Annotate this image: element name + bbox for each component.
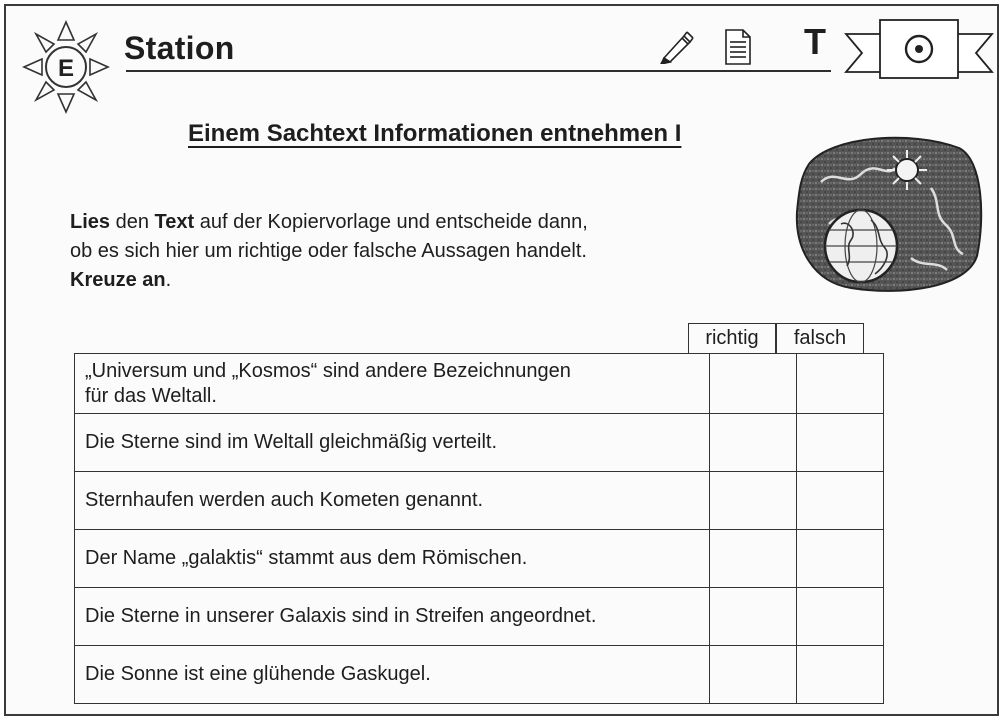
statement-text: Die Sterne in unserer Galaxis sind in Streifen angeordnet. xyxy=(75,588,710,646)
statement-line: „Universum und „Kosmos“ sind andere Bezeichnungen xyxy=(85,359,571,382)
space-illustration xyxy=(791,128,985,296)
checkbox-falsch[interactable] xyxy=(797,414,884,472)
checkbox-falsch[interactable] xyxy=(797,472,884,530)
checkbox-richtig[interactable] xyxy=(710,646,797,704)
globe-icon xyxy=(825,210,897,282)
sun-icon xyxy=(887,150,927,190)
statement-text: Der Name „galaktis“ stammt aus dem Römischen. xyxy=(75,530,710,588)
checkbox-richtig[interactable] xyxy=(710,472,797,530)
checkbox-richtig[interactable] xyxy=(710,414,797,472)
badge-letter: E xyxy=(57,55,75,82)
checkbox-falsch[interactable] xyxy=(797,646,884,704)
instruction-bold-kreuze: Kreuze an xyxy=(70,269,166,291)
checkbox-richtig[interactable] xyxy=(710,354,797,414)
statement-line: für das Weltall. xyxy=(85,384,217,407)
title-divider xyxy=(126,70,831,72)
table-row xyxy=(75,530,884,588)
column-header-richtig: richtig xyxy=(688,323,776,353)
sun-badge-icon xyxy=(20,16,112,118)
target-ribbon-icon xyxy=(844,16,994,88)
checkbox-richtig[interactable] xyxy=(710,530,797,588)
table-row xyxy=(75,588,884,646)
statement-text xyxy=(75,354,710,414)
instruction-line-3 xyxy=(70,266,750,295)
table-row xyxy=(75,646,884,704)
instruction-line-1 xyxy=(70,208,750,237)
instruction-line-2: ob es sich hier um richtige oder falsche Aussagen handelt. xyxy=(70,240,587,262)
statement-table xyxy=(74,353,884,704)
station-title: Station xyxy=(124,30,235,66)
statement-text: Sternhaufen werden auch Kometen genannt. xyxy=(75,472,710,530)
document-icon xyxy=(724,28,752,66)
instruction-bold-text: Text xyxy=(154,211,195,233)
checkbox-falsch[interactable] xyxy=(797,588,884,646)
target-icon xyxy=(915,45,923,53)
text-t-icon: T xyxy=(804,21,826,62)
table-row xyxy=(75,472,884,530)
checkbox-falsch[interactable] xyxy=(797,530,884,588)
statement-text: Die Sterne sind im Weltall gleichmäßig verteilt. xyxy=(75,414,710,472)
checkbox-richtig[interactable] xyxy=(710,588,797,646)
checkbox-falsch[interactable] xyxy=(797,354,884,414)
table-row xyxy=(75,354,884,414)
table-row xyxy=(75,414,884,472)
instruction-text: den xyxy=(110,211,155,233)
instructions xyxy=(70,208,750,295)
instruction-bold-lies: Lies xyxy=(70,211,111,233)
statement-text: Die Sonne ist eine glühende Gaskugel. xyxy=(75,646,710,704)
column-header-falsch: falsch xyxy=(776,323,864,353)
worksheet-heading: Einem Sachtext Informationen entnehmen I xyxy=(188,120,682,147)
instruction-text: auf der Kopiervorlage und entscheide dann, xyxy=(194,211,588,233)
worksheet-page xyxy=(4,4,999,716)
instruction-text: . xyxy=(165,269,172,291)
pencil-icon xyxy=(656,28,696,64)
